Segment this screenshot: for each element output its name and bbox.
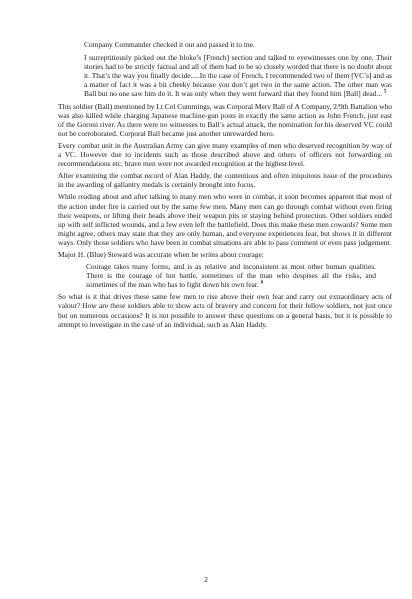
block-quote-cummings	[84, 53, 392, 98]
footnote-ref-6: 6	[260, 280, 264, 286]
page-number: 2	[204, 575, 208, 584]
paragraph-combat-few-men: While reading about and after talking to many men who were in combat, it soon becomes apparent that most of the action under fire is carried out by the same few men. Many men can go through combat without even firing their weapons, or lifting their heads above their weapon pits or staying behind protection. Other soldiers ended up with self inflicted wounds, and a few even left the battlefield. Does this make these men cowards? Some men might agree, others may state that they are only human, and everyone experiences fear, but shows it in different ways. Only those soldiers who have been in combat situations are able to pass comment or even pass judgement.	[58, 192, 392, 247]
footnote-ref-5: 5	[383, 90, 387, 95]
intro-line: Company Commander checked it out and passed it to me.	[84, 40, 255, 49]
paragraph-combat-units: Every combat unit in the Australian Army can give many examples of men who deserved recognition by way of a VC. However due to incidents such as those described above and others of officers not forwarding on recommendations etc, brave men were not awarded recognition at the highest level.	[58, 140, 392, 169]
paragraph-ball: This soldier (Ball) mentioned by Lt Col Cummings, was Corporal Merv Ball of A Company, 2/9th Battalion who was also killed while charging Japanese machine-gun posts in exactly the same action as John French, just east of the Goroni river. As there were no witnesses to Ball’s actual attack, the nomination for his deserved VC could not be corroborated. Corporal Ball became just another unrewarded hero.	[58, 101, 392, 138]
block-quote-text: Courage takes many forms, and is as relative and inconsistent as most other human qualities. There is the courage of hot battle, sometimes of the man who despises all the risks, and sometimes of the man who has to fight down his own fear.	[86, 262, 376, 290]
paragraph-haddy-record: After examining the combat record of Alan Haddy, the contentious and often iniquitous issue of the procedures in the awarding of gallantry medals is certainly brought into focus.	[58, 171, 392, 190]
block-quote-courage	[86, 262, 376, 289]
block-quote-text: I surreptitiously picked out the bloke’s [French] section and talked to eyewitnesses one by one. Their stories had to be strictly factual and all of them had to be so closely worded that there is no doubt about it. That’s the way you finally decide.....In the case of French, I recommended two of them [VC’s] and as a matter of fact it was a bit cheeky because you don’t get two in the same action. The other man was Ball but no one saw him do it. It was only when they went forward that they found him [Ball] dead...	[84, 53, 392, 99]
paragraph-valour: So what is it that drives these same few men to rise above their own fear and carry out extraordinary acts of valour? How are these soldiers able to show acts of bravery and concern for their fellow soldiers, not just once but on numerous occasions? It is not possible to answer these questions on a general basis, but it is possible to attempt to investigate in the case of an individual, such as Alan Haddy.	[58, 292, 392, 329]
document-body	[58, 40, 392, 332]
paragraph-steward-intro: Major H. (Blue) Steward was accurate when he writes about courage:	[58, 249, 264, 259]
